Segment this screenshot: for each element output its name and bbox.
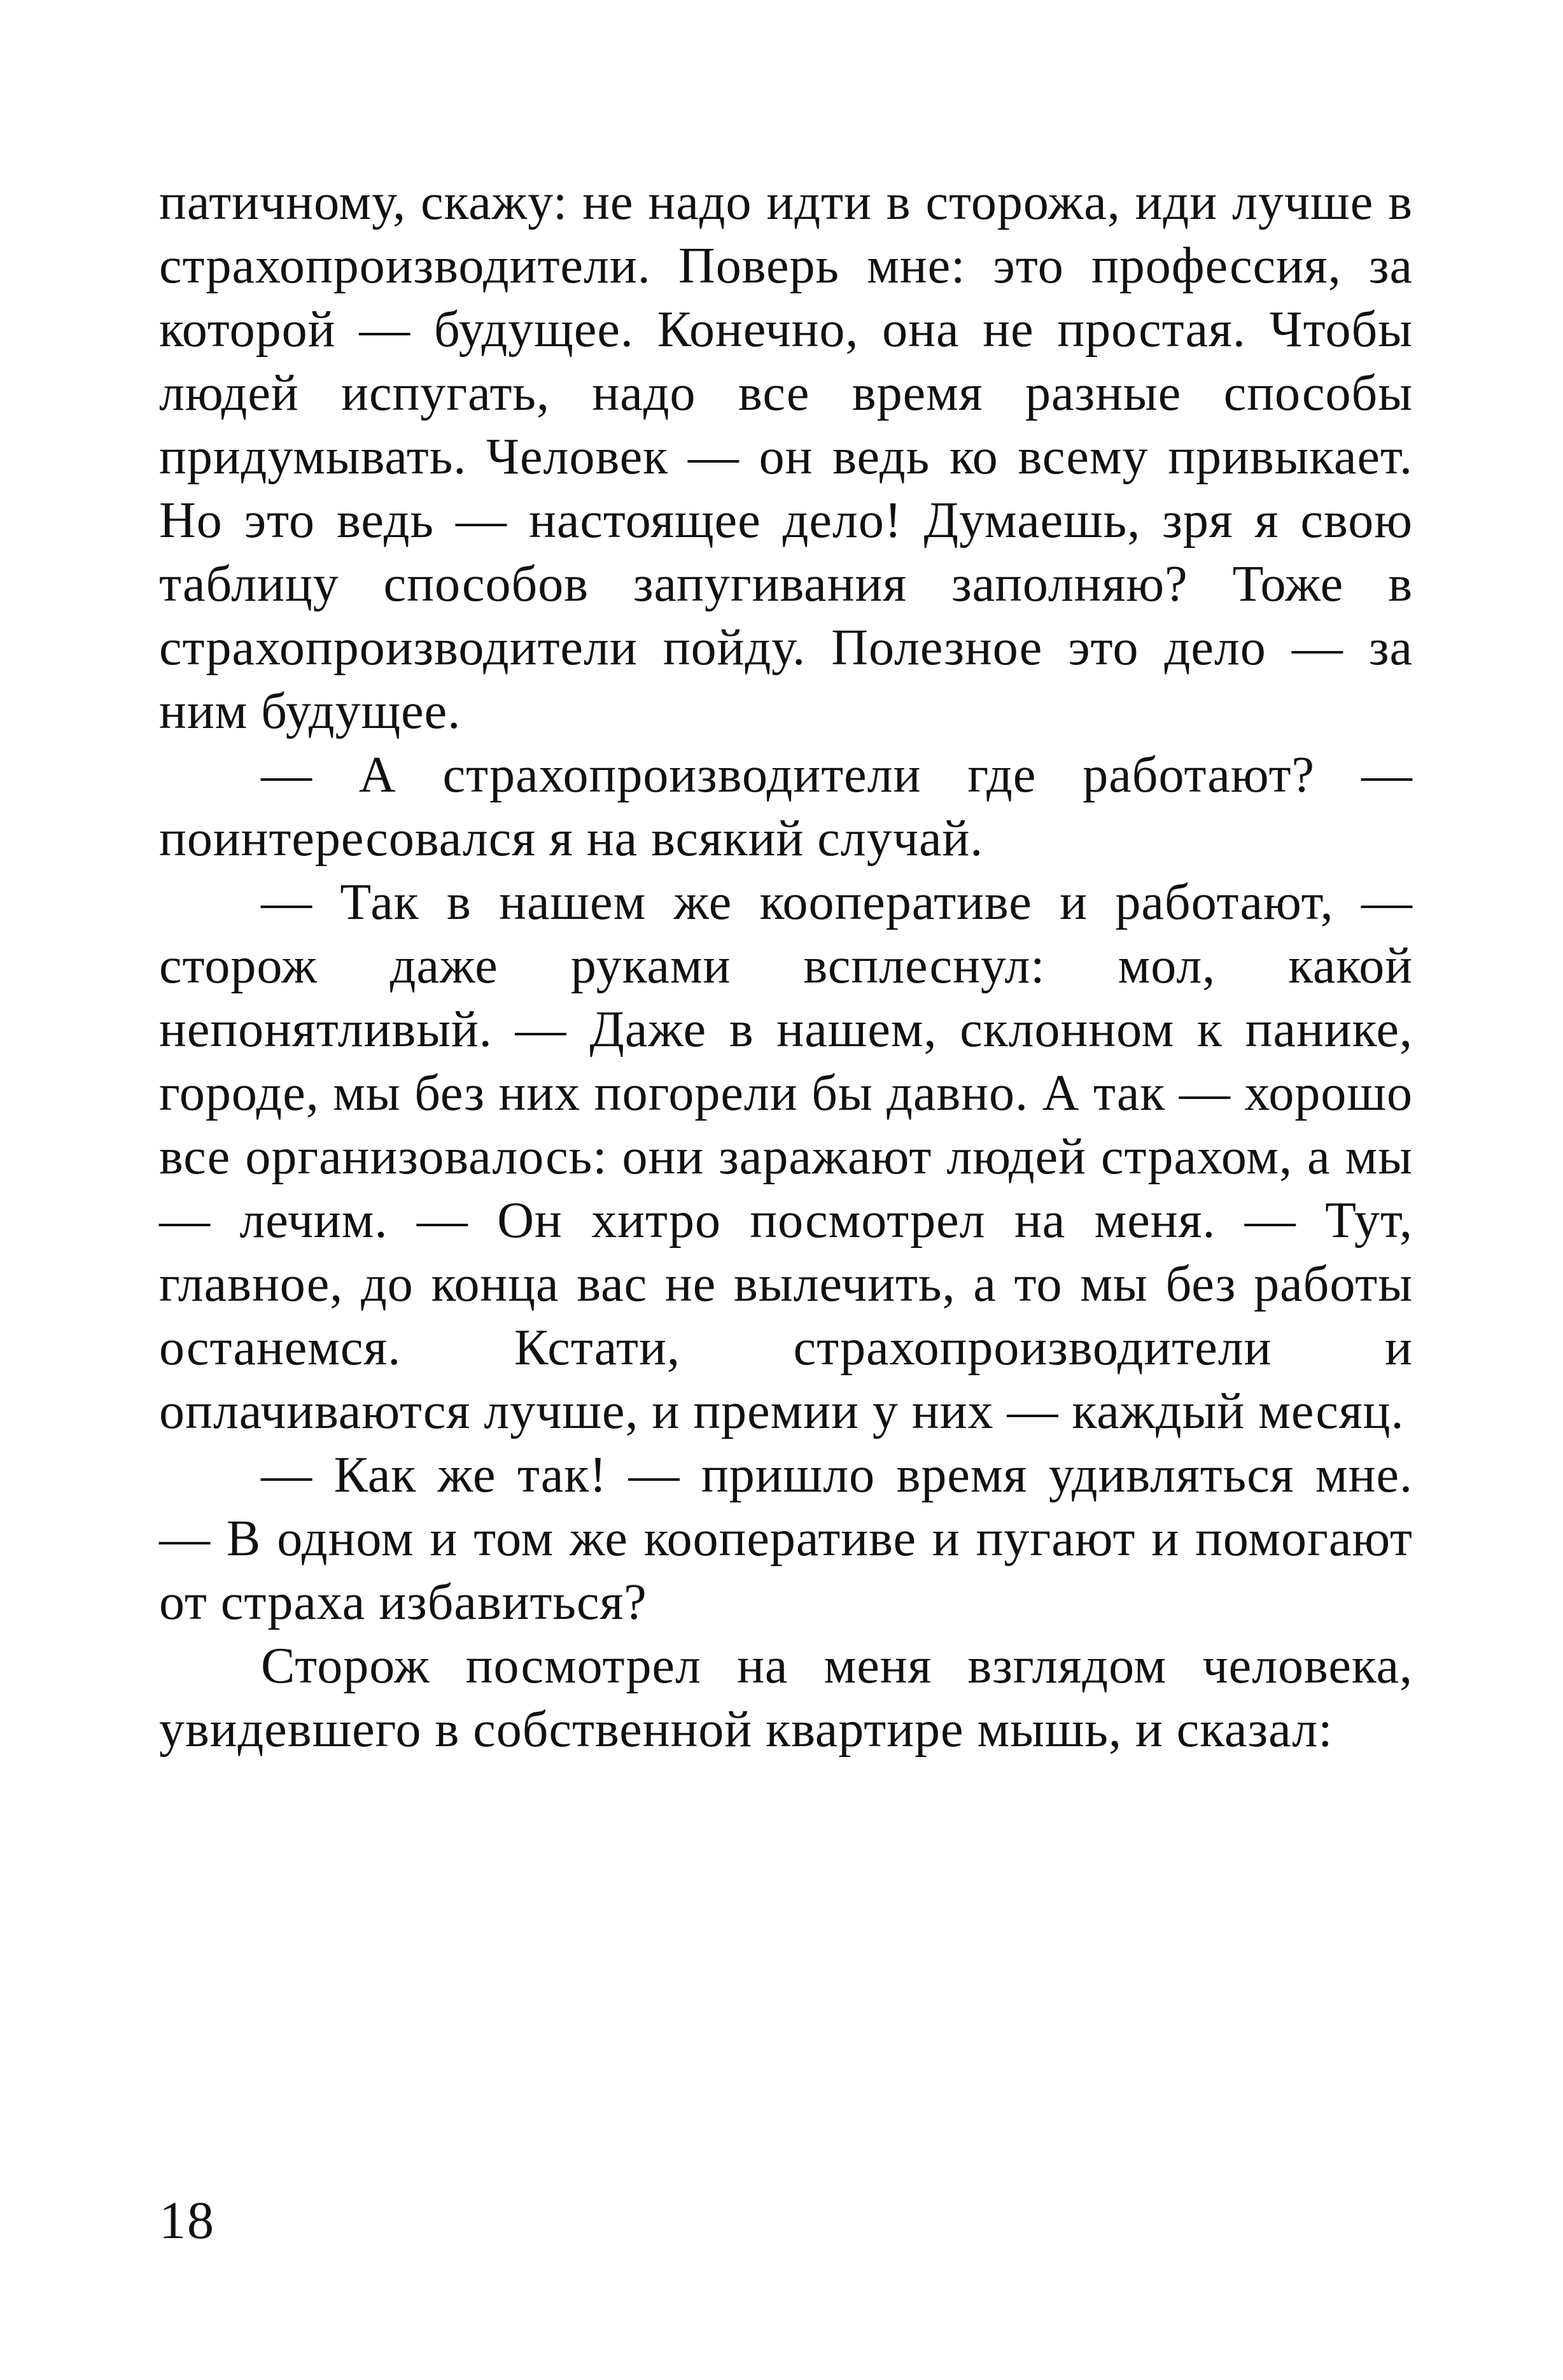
body-text xyxy=(159,171,1413,1761)
paragraph-4: — Как же так! — пришло время удивляться мне. — В одном и том же кооперативе и пугают и помогают от страха избавиться? xyxy=(159,1447,1413,1630)
paragraph-3: — Так в нашем же кооперативе и работают, — сторож даже руками всплеснул: мол, какой непонятливый. — Даже в нашем, склонном к панике, городе, мы без них погорели бы давно. А так — хорошо все организовалось: они заражают людей страхом, а мы — лечим. — Он хитро посмотрел на меня. — Тут, главное, до конца вас не вылечить, а то мы без работы останемся. Кстати, страхопроизводители и оплачиваются лучше, и премии у них — каждый месяц. xyxy=(159,874,1413,1439)
paragraph-2: — А страхопроизводители где работают? — поинтересовался я на всякий случай. xyxy=(159,747,1413,867)
page-number: 18 xyxy=(159,2191,215,2250)
paragraph-5: Сторож посмотрел на меня взглядом человека, увидевшего в собственной квартире мышь, и сказал: xyxy=(159,1638,1413,1758)
paragraph-1: патичному, скажу: не надо идти в сторожа, иди лучше в страхопроизводители. Поверь мне: это профессия, за которой — будущее. Конечно, она не простая. Чтобы людей испугать, надо все время разные способы придумывать. Человек — он ведь ко всему привыкает. Но это ведь — настоящее дело! Думаешь, зря я свою таблицу способов запугивания заполняю? Тоже в страхопроизводители пойду. Полезное это дело — за ним будущее. xyxy=(159,174,1413,739)
